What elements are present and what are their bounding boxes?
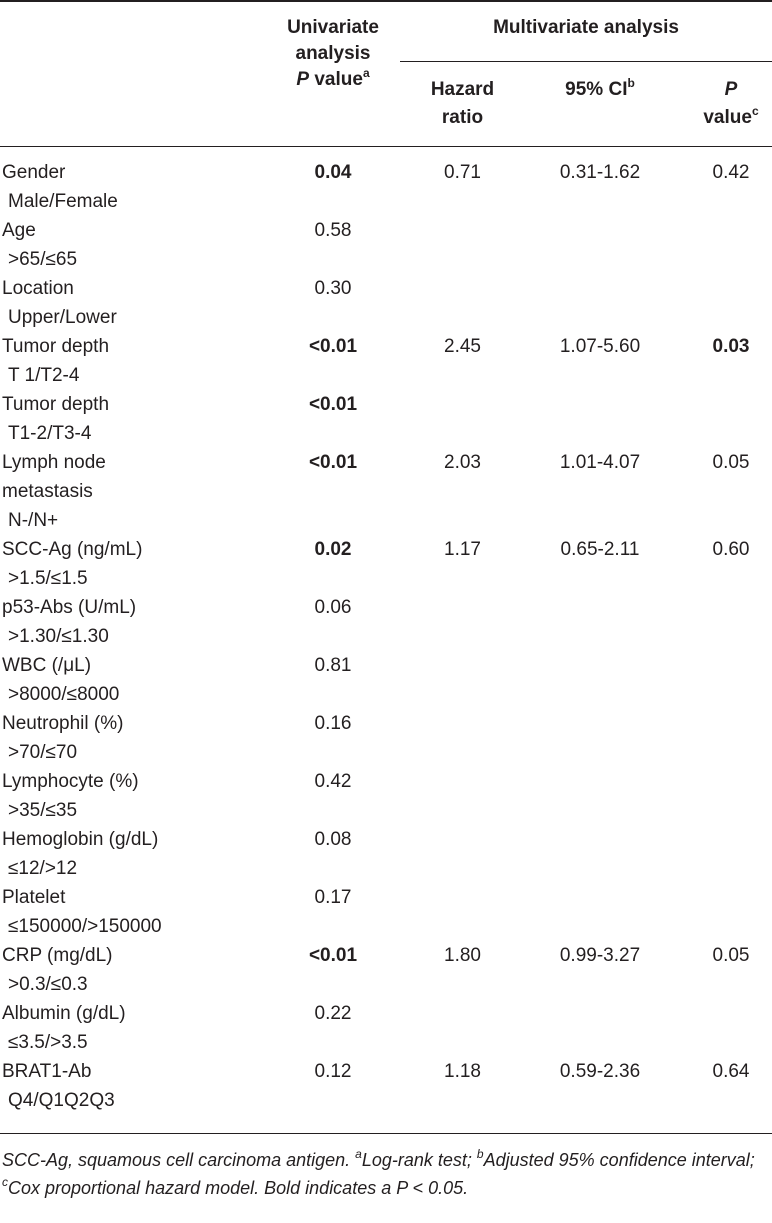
row-univariate-p: <0.01 (308, 945, 358, 966)
row-univariate-p: 0.58 (314, 220, 352, 241)
row-comparison-label: >0.3/≤0.3 (8, 974, 88, 995)
row-comparison-label: >70/≤70 (8, 742, 78, 763)
row-comparison-label: Q4/Q1Q2Q3 (8, 1090, 115, 1111)
row-multivariate-p: 0.05 (712, 945, 750, 966)
row-variable-label: Tumor depth (2, 336, 110, 357)
row-comparison-label: T1-2/T3-4 (8, 423, 92, 444)
row-multivariate-p: 0.64 (712, 1061, 750, 1082)
row-variable-label-cont: metastasis (2, 481, 93, 502)
row-comparison-label: >35/≤35 (8, 800, 78, 821)
row-comparison-label: N-/N+ (8, 510, 59, 531)
header-multivariate: Multivariate analysis (493, 17, 679, 38)
row-hazard-ratio: 1.80 (444, 945, 481, 966)
row-hazard-ratio: 0.71 (444, 162, 481, 183)
row-univariate-p: 0.16 (314, 713, 352, 734)
row-multivariate-p: 0.42 (712, 162, 750, 183)
row-variable-label: Albumin (g/dL) (2, 1003, 126, 1024)
header-ci: 95% $CI^b$ (565, 75, 635, 100)
row-variable-label: Location (2, 278, 74, 299)
row-variable-label: CRP (mg/dL) (2, 945, 113, 966)
header-bottom-rule (0, 146, 772, 147)
row-ci: 1.01-4.07 (559, 452, 641, 473)
row-univariate-p: 0.22 (314, 1003, 352, 1024)
row-multivariate-p: 0.03 (712, 336, 750, 357)
row-variable-label: Age (2, 220, 36, 241)
row-hazard-ratio: 1.18 (444, 1061, 481, 1082)
header-univariate-line1: Univariate (287, 17, 379, 38)
row-hazard-ratio: 1.17 (444, 539, 481, 560)
header-hazard-line1: Hazard (430, 79, 495, 100)
row-multivariate-p: 0.60 (712, 539, 750, 560)
header-p-line2: value$^c$ (703, 103, 759, 128)
row-univariate-p: 0.42 (314, 771, 352, 792)
row-variable-label: Neutrophil (%) (2, 713, 124, 734)
row-ci: 0.59-2.36 (559, 1061, 641, 1082)
row-variable-label: Lymph node (2, 452, 106, 473)
row-univariate-p: 0.08 (314, 829, 352, 850)
table-top-rule (0, 0, 772, 2)
row-variable-label: Tumor depth (2, 394, 110, 415)
row-hazard-ratio: 2.45 (444, 336, 481, 357)
table-bottom-rule (0, 1133, 772, 1134)
row-comparison-label: ≤3.5/>3.5 (8, 1032, 88, 1053)
row-variable-label: WBC (/μL) (2, 655, 92, 676)
row-comparison-label: Upper/Lower (8, 307, 117, 328)
row-univariate-p: 0.02 (314, 539, 352, 560)
row-univariate-p: 0.04 (314, 162, 352, 183)
table-footnote: SCC-Ag, squamous cell carcinoma antigen. $^a$Log-rank test; $^b$Adjusted 95% confidence interval; $^c$Cox proportional hazard model. Bold indicates a P < 0.05. (2, 1147, 755, 1198)
row-comparison-label: >1.30/≤1.30 (8, 626, 109, 647)
row-comparison-label: >1.5/≤1.5 (8, 568, 88, 589)
row-variable-label: BRAT1-Ab (2, 1061, 92, 1082)
row-univariate-p: 0.81 (314, 655, 352, 676)
row-univariate-p: <0.01 (308, 452, 358, 473)
row-multivariate-p: 0.05 (712, 452, 750, 473)
row-hazard-ratio: 2.03 (444, 452, 481, 473)
header-hazard-line2: ratio (441, 107, 484, 128)
row-variable-label: Lymphocyte (%) (2, 771, 139, 792)
row-variable-label: Platelet (2, 887, 66, 908)
header-univariate-line2: analysis (295, 43, 371, 64)
row-variable-label: Gender (2, 162, 66, 183)
row-univariate-p: <0.01 (308, 394, 358, 415)
row-comparison-label: Male/Female (8, 191, 118, 212)
row-univariate-p: 0.06 (314, 597, 352, 618)
row-comparison-label: >8000/≤8000 (8, 684, 120, 705)
row-comparison-label: ≤150000/>150000 (8, 916, 162, 937)
row-ci: 0.31-1.62 (559, 162, 641, 183)
row-univariate-p: 0.30 (314, 278, 352, 299)
row-comparison-label: ≤12/>12 (8, 858, 78, 879)
header-multivariate-rule (400, 61, 772, 62)
row-comparison-label: >65/≤65 (8, 249, 78, 270)
row-univariate-p: 0.12 (314, 1061, 352, 1082)
row-ci: 1.07-5.60 (559, 336, 641, 357)
row-variable-label: Hemoglobin (g/dL) (2, 829, 159, 850)
header-p-line1: P (724, 79, 738, 100)
row-ci: 0.99-3.27 (559, 945, 641, 966)
row-variable-label: p53-Abs (U/mL) (2, 597, 137, 618)
row-univariate-p: <0.01 (308, 336, 358, 357)
row-comparison-label: T 1/T2-4 (8, 365, 80, 386)
row-variable-label: SCC-Ag (ng/mL) (2, 539, 143, 560)
header-univariate-pvalue: P value$^a$ (296, 65, 370, 90)
row-univariate-p: 0.17 (314, 887, 352, 908)
row-ci: 0.65-2.11 (560, 539, 640, 560)
